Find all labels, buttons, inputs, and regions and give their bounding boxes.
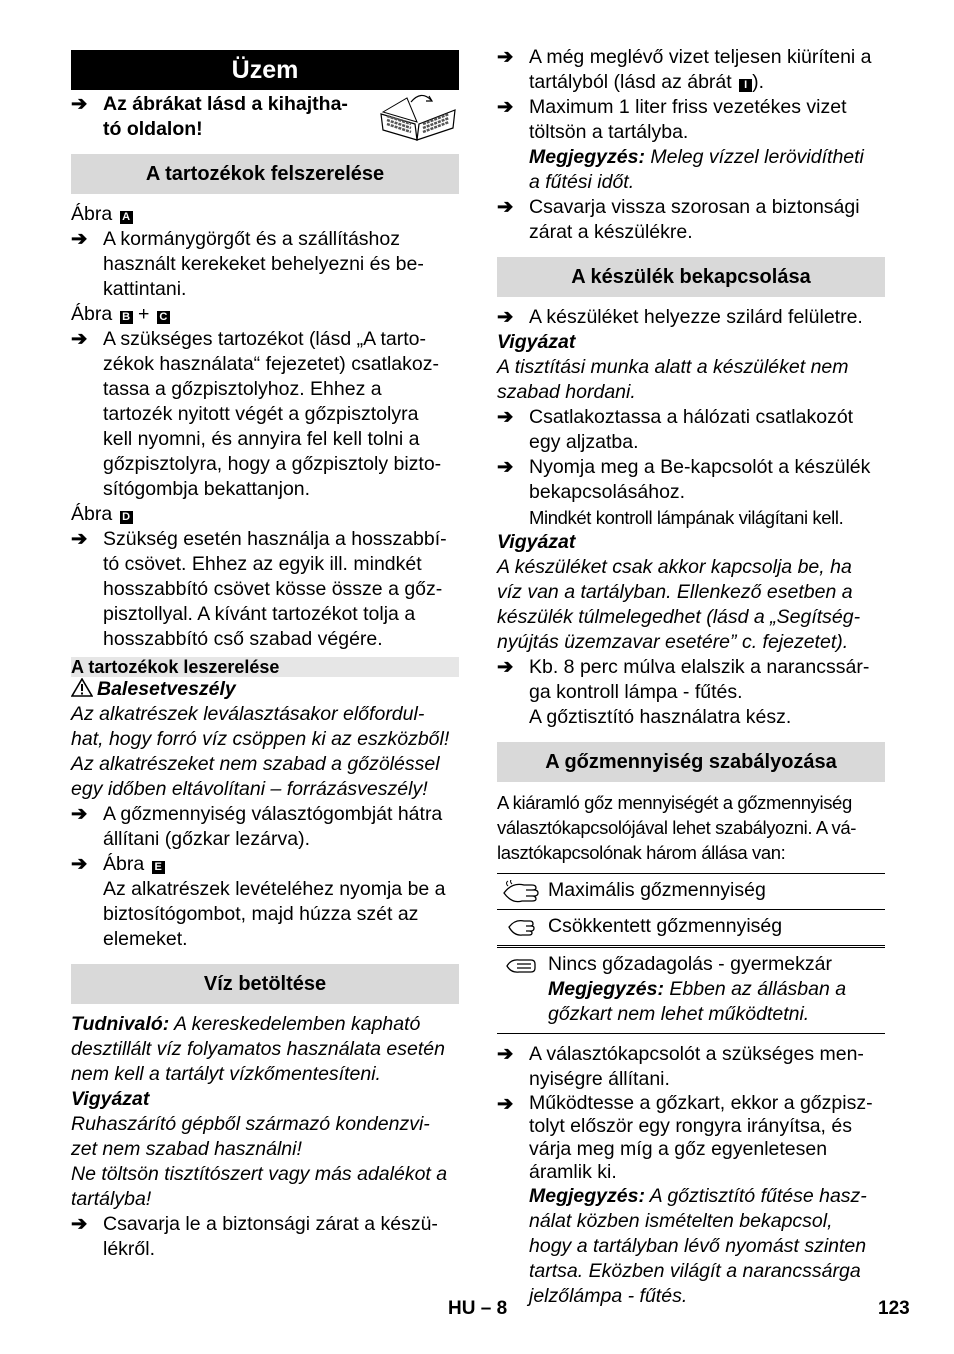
text-line: A választókapcsolót a szükséges men-: [529, 1043, 864, 1065]
text-line: állítani (gőzkar lezárva).: [103, 828, 310, 850]
text-line: tassa a gőzpisztolyhoz. Ehhez a: [103, 378, 382, 400]
instruction-2: [71, 327, 459, 502]
max-steam-icon: [497, 874, 545, 909]
heading-accessory-fitting: A tartozékok felszerelése: [71, 154, 459, 194]
text-line: nyújtás üzemzavar esetére” c. fejezetet).: [497, 631, 849, 653]
arrow-icon: ➔: [497, 406, 514, 428]
text-line: Az alkatrészeket nem szabad a gőzöléssel: [71, 753, 440, 775]
text-line: nyiségre állítani.: [529, 1068, 670, 1090]
figure-box-b: B: [120, 311, 133, 324]
danger-label: Balesetveszély: [71, 677, 459, 702]
text-line: kattintani.: [103, 278, 187, 300]
text-line: Csavarja vissza szorosan a biztonsági: [529, 196, 860, 218]
arrow-icon: ➔: [71, 93, 88, 115]
instruction-5: [71, 852, 459, 952]
text-line: Ne töltsön tisztítószert vagy más adalékot a: [71, 1163, 448, 1185]
note-label: Megjegyzés:: [529, 146, 645, 168]
text-line: Működtesse a gőzkart, ekkor a gőzpisz-: [529, 1092, 873, 1114]
heading-steam-regulation: A gőzmennyiség szabályozása: [497, 742, 885, 782]
text-line: A gőztisztító használatra kész.: [529, 706, 792, 728]
text-line: A gőzmennyiség választógombját hátra: [103, 803, 443, 825]
arrow-icon: ➔: [497, 96, 514, 118]
page-footer-label: HU – 8: [448, 1298, 508, 1319]
text-line: nem kell a tartályt vízkőmentesíteni.: [71, 1063, 381, 1085]
text-line: Nyomja meg a Be-kapcsolót a készülék: [529, 456, 871, 478]
text-line: lékről.: [103, 1238, 156, 1260]
text-line: töltsön a tartályba.: [529, 121, 689, 143]
figure-ref-e: Ábra E: [103, 852, 459, 877]
figure-ref-b-c: Ábra B + C: [71, 302, 459, 327]
text-line: A kiáramló gőz mennyiségét a gőzmennyiség: [497, 792, 852, 813]
caution-text: [497, 555, 885, 655]
text-line: Szükség esetén használja a hosszabbí-: [103, 528, 447, 550]
section-title-operation: Üzem: [71, 50, 459, 90]
text-line: zárat a készülékre.: [529, 221, 693, 243]
caution-label: Vigyázat: [497, 331, 576, 353]
text-line: A készüléket helyezze szilárd felületre.: [529, 306, 863, 328]
instruction-r9: ➔ Működtesse a gőzkart, ekkor a gőzpisz- tolyt először egy rongyra irányítsa, és várja meg míg a gőz egyenletesen áramlik ki. Megjegyzés: A gőztisztító fűtése hasz- nálat közben ismételten bekapcsol, hogy a tartályban lévő nyomást szinten tartsa. Eközben világít a narancssárga jelzőlámpa - fűtés.: [497, 1092, 885, 1309]
instruction-r4: [497, 305, 885, 330]
text-line: zet nem szabad használni!: [71, 1138, 302, 1160]
subheading-accessory-removal: A tartozékok leszerelése: [71, 657, 459, 677]
text-line: víz van a tartályban. Ellenkező esetben a: [497, 581, 853, 603]
text-line: hosszabbító cső szabad végére.: [103, 628, 383, 650]
arrow-icon: ➔: [497, 1043, 514, 1065]
arrow-icon: ➔: [71, 328, 88, 350]
steam-paragraph: [497, 790, 885, 865]
text-line: A kormánygörgőt és a szállításhoz: [103, 228, 400, 250]
caution-label: Vigyázat: [497, 531, 576, 553]
text-line: hat, hogy forró víz csöppen ki az eszközből!: [71, 728, 450, 750]
right-column: [497, 45, 885, 1309]
caution-text: [497, 355, 885, 405]
text-line: Csatlakoztassa a hálózati csatlakozót: [529, 406, 854, 428]
arrow-icon: ➔: [71, 853, 88, 875]
figure-box-a: A: [120, 211, 133, 224]
table-row: Nincs gőzadagolás - gyermekzár Megjegyzés: Ebben az állásban a gőzkart nem lehet működtetni.: [497, 947, 885, 1034]
danger-text: [71, 702, 459, 802]
arrow-icon: ➔: [497, 306, 514, 328]
table-row: [497, 910, 885, 946]
arrow-icon: ➔: [497, 456, 514, 478]
table-row: [497, 874, 885, 910]
warning-triangle-icon: [71, 677, 97, 702]
text-line: tolyt először egy rongyra irányítsa, és: [529, 1115, 852, 1137]
text-line: biztosítógombot, majd húzza szét az: [103, 903, 419, 925]
figure-box-e: E: [152, 861, 165, 874]
text-line: használt kerekeket behelyezni és be-: [103, 253, 424, 275]
text-line: A készüléket csak akkor kapcsolja be, ha: [497, 556, 852, 578]
max-steam-label: Maximális gőzmennyiség: [548, 879, 766, 901]
left-column: [71, 50, 459, 1262]
figure-ref-d: Ábra D: [71, 502, 459, 527]
instruction-r3: [497, 195, 885, 245]
instruction-r1: ➔ A még meglévő vizet teljesen kiüríteni a tartályból (lásd az ábrát I ).: [497, 45, 885, 95]
text-line: szabad hordani.: [497, 381, 636, 403]
heading-switch-on: A készülék bekapcsolása: [497, 257, 885, 297]
text-line: gőzpisztolyra, hogy a gőzpisztoly bizto-: [103, 453, 442, 475]
arrow-icon: ➔: [71, 803, 88, 825]
arrow-icon: ➔: [71, 528, 88, 550]
text-line: A tisztítási munka alatt a készüléket nem: [497, 356, 849, 378]
text-line: hogy a tartályban lévő nyomást szinten: [529, 1235, 867, 1257]
caution-text: [71, 1112, 459, 1212]
figure-box-d: D: [120, 511, 133, 524]
text-line: készülék túlmelegedhet (lásd a „Segítség-: [497, 606, 861, 628]
text-line: desztillált víz folyamatos használata esetén: [71, 1038, 445, 1060]
note-label: Megjegyzés:: [529, 1185, 645, 1207]
open-manual-icon: [377, 90, 459, 142]
text-line: pisztollyal. A kívánt tartozékot tolja a: [103, 603, 416, 625]
instruction-6: [71, 1212, 459, 1262]
text-line: lasztókapcsolónak három állása van:: [497, 842, 786, 863]
instruction-r8: [497, 1042, 885, 1092]
caution-label: Vigyázat: [71, 1088, 150, 1110]
text-line: Kb. 8 perc múlva elalszik a narancssár-: [529, 656, 870, 678]
text-line: választókapcsolójával lehet szabályozni. A vá-: [497, 817, 857, 838]
instruction-3: [71, 527, 459, 652]
text-line: gőzkart nem lehet működtetni.: [548, 1003, 810, 1025]
text-line: Az alkatrészek levételéhez nyomja be a: [103, 878, 446, 900]
intro-line-2: tó oldalon!: [103, 118, 203, 140]
intro-instruction: [71, 92, 459, 142]
text-line: ga kontroll lámpa - fűtés.: [529, 681, 743, 703]
figure-box-i: I: [739, 79, 752, 92]
instruction-r2: ➔ Maximum 1 liter friss vezetékes vizet töltsön a tartályba. Megjegyzés: Meleg vízzel lerövidítheti a fűtési időt.: [497, 95, 885, 195]
text-line: a fűtési időt.: [529, 171, 635, 193]
arrow-icon: ➔: [497, 196, 514, 218]
note-label: Tudnivaló:: [71, 1013, 170, 1035]
arrow-icon: ➔: [497, 656, 514, 678]
no-steam-lock-icon: [497, 948, 545, 1033]
text-line: áramlik ki.: [529, 1161, 617, 1183]
text-line: egy aljzatba.: [529, 431, 639, 453]
instruction-r5: [497, 405, 885, 455]
figure-ref-a: Ábra A: [71, 202, 459, 227]
instruction-r6: [497, 455, 885, 530]
text-line: tartsa. Eközben világít a narancssárga: [529, 1260, 861, 1282]
arrow-icon: ➔: [71, 1213, 88, 1235]
note-text: Tudnivaló: A kereskedelemben kapható desztillált víz folyamatos használata esetén nem kell a tartályt vízkőmentesíteni.: [71, 1012, 459, 1087]
reduced-steam-icon: [497, 910, 545, 945]
text-line: A szükséges tartozékot (lásd „A tarto-: [103, 328, 426, 350]
text-line: hosszabbító csövet kösse össze a gőz-: [103, 578, 443, 600]
instruction-4: [71, 802, 459, 852]
no-steam-label: Nincs gőzadagolás - gyermekzár: [548, 953, 832, 975]
text-line: tó csövet. Ehhez az egyik ill. mindkét: [103, 553, 422, 575]
arrow-icon: ➔: [71, 228, 88, 250]
heading-water-filling: Víz betöltése: [71, 964, 459, 1004]
intro-line-1: Az ábrákat lásd a kihajtha-: [103, 93, 348, 115]
text-line: A még meglévő vizet teljesen kiüríteni a: [529, 46, 872, 68]
reduced-steam-label: Csökkentett gőzmennyiség: [548, 915, 783, 937]
text-line: tartozék nyitott végét a gőzpisztolyra: [103, 403, 419, 425]
text-line: egy időben eltávolítani – forrázásveszély!: [71, 778, 428, 800]
text-line: Az alkatrészek leválasztásakor előfordul-: [71, 703, 425, 725]
instruction-1: [71, 227, 459, 302]
text-line: Maximum 1 liter friss vezetékes vizet: [529, 96, 847, 118]
text-line: zékok használata“ fejezetet) csatlakoz-: [103, 353, 439, 375]
text-line: kell nyomni, és annyira fel kell tolni a: [103, 428, 420, 450]
figure-box-c: C: [157, 311, 170, 324]
page-number: 123: [878, 1298, 910, 1319]
text-line: nálat közben ismételten bekapcsol,: [529, 1210, 833, 1232]
text-line: Csavarja le a biztonsági zárat a készü-: [103, 1213, 438, 1235]
arrow-icon: ➔: [497, 46, 514, 68]
instruction-r7: [497, 655, 885, 730]
steam-settings-table: [497, 873, 885, 1034]
arrow-icon: ➔: [497, 1093, 514, 1115]
text-line: tartályba!: [71, 1188, 152, 1210]
text-line: jelzőlámpa - fűtés.: [529, 1285, 688, 1307]
note-label: Megjegyzés:: [548, 978, 664, 1000]
text-line: Mindkét kontroll lámpának világítani kell.: [529, 507, 844, 528]
text-line: sítógombja bekattanjon.: [103, 478, 311, 500]
text-line: Ruhaszárító gépből származó kondenzvi-: [71, 1113, 430, 1135]
text-line: várja meg míg a gőz egyenletesen: [529, 1138, 828, 1160]
text-line: bekapcsolásához.: [529, 481, 686, 503]
text-line: elemeket.: [103, 928, 188, 950]
